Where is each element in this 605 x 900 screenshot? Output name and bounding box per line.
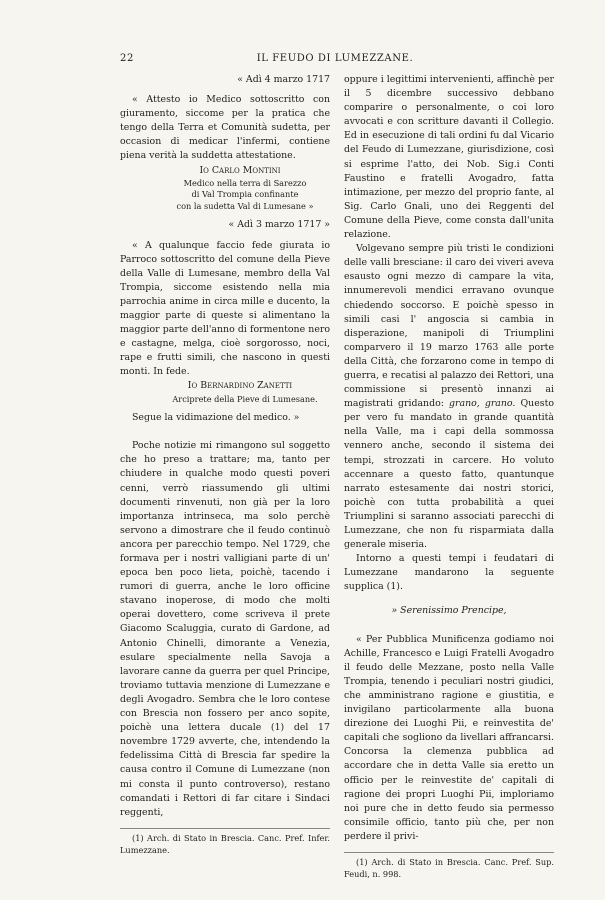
attestation-medico: « Attesto io Medico sottoscritto con giuramento, siccome per la pratica che tengo della Terra et Comunità sudetta, per occasion di medicar l'infermi, contiene piena verità la suddetta attestatione. (120, 94, 330, 162)
signature-montini-line-1: Medico nella terra di Sarezzo (183, 177, 307, 188)
body-paragraph-1763 (344, 242, 554, 552)
footnote-right: (1) Arch. di Stato in Brescia. Canc. Pref. Sup. Feudi, n. 998. (344, 856, 554, 879)
salutation: » Serenissimo Prencipe, (391, 605, 507, 617)
footnote-rule (344, 852, 554, 853)
signature-montini-line-3: con la sudetta Val di Lumesane » (176, 200, 314, 211)
date-2: « Adì 3 marzo 1717 » (228, 219, 330, 231)
page-header (120, 53, 550, 69)
signature-zanetti-line-1: Arciprete della Pieve di Lumesane. (172, 393, 318, 404)
signature-zanetti: Io Bernardino Zanetti (187, 380, 293, 392)
vidimazione-note: Segue la vidimazione del medico. » (132, 412, 300, 424)
right-column (344, 73, 554, 881)
signature-montini-line-2: di Val Trompia confinante (191, 189, 299, 200)
body-paragraph-continued: oppure i legittimi intervenienti, affinchè per il 5 dicembre successivo debbano comparire o personalmente, o coi loro avvocati e con scritture davanti il Collegio. Ed in esecuzione di tali ordini fu dal Vicario del Feudo di Lumezzane, giurisdizione, così si esprime l'atto, dei Nob. Sig.i Conti Faustino e fratelli Avogadro, fatta intimazione, per mezzo del proprio fante, al Sig. Carlo Gnali, uno dei Reggenti del Comune della Pieve, come consta dall'unita relazione. (344, 74, 554, 241)
left-column (120, 73, 330, 856)
page-number: 22 (120, 53, 134, 64)
para-1763-italic: grano, grano. (449, 398, 516, 410)
para-1763-text-a: Volgevano sempre più tristi le condizioni delle valli bresciane: il caro dei viveri aveva esausto ogni mezzo di campare la vita, innumerevoli mendici erravano ovunque chiedendo soccorso. E poichè spesso in simili casi l' angoscia si cambia in disperazione, manipoli di Triumplini comparvero il 19 marzo 1763 alle porte della Città, che forzarono come in tempo di guerra, e recatisi al palazzo dei Rettori, una commissione si presentò innanzi ai magistrati gridando: (344, 243, 554, 410)
signature-montini: Io Carlo Montini (199, 164, 281, 176)
para-1763-text-b: Questo per vero fu mandato in grande quantità nella Valle, ma i capi della sommossa vennero anche, secondo il sistema dei tempi, strozzati in carcere. Ho voluto accennare a questo fatto, quantunque narrato estesamente dai nostri storici, poichè con tutta probabilità a quei Triumplini si saranno associati parecchi di Lumezzane, che non fu risparmiata dalla generale miseria. (344, 398, 554, 551)
supplica-text: « Per Pubblica Munificenza godiamo noi Achille, Francesco e Luigi Fratelli Avogadro il feudo delle Mezzane, posto nella Valle Trompia, tenendo i peculiari nostri giudici, che amministrano ragione e giustitia, e invigilano particolarmente alla buona direzione dei Luoghi Pii, e reinvestita de' capitali che sogliono da livellari affrancarsi. Concorsa la clemenza pubblica ad accordare che in detta Valle sia eretto un officio per le reinvestite de' capitali di ragione dei propri Luoghi Pii, imploriamo noi pure che in detto feudo sia permesso consimile officio, tanto più che, per non perdere il privi- (344, 633, 554, 842)
body-paragraph-1729: Poche notizie mi rimangono sul soggetto che ho preso a trattare; ma, tanto per chiudere in qualche modo questi poveri cenni, verrò riassumendo gli ultimi documenti rinvenuti, non già per la loro importanza intrinseca, ma solo perchè servono a dimostrare che il feudo continuò ancora per parecchio tempo. Nel 1729, che formava per i nostri valligiani parte di un' epoca ben poco lieta, poichè, tacendo i rumori di guerra, anche le loro officine stavano inoperose, di modo che molti operai dovettero, come scriveva il prete Giacomo Scaluggia, curato di Gardone, ad Antonio Chinelli, dimorante a Venezia, esulare specialmente nella Savoja a lavorare canne da guerra per quel Principe, troviamo tuttavia menzione di Lumezzane e degli Avogadro. Sembra che le loro contese con Brescia non fossero per anco sopite, poichè una lettera ducale (1) del 17 novembre 1729 avverte, che, intendendo la fedelissima Città di Brescia far spedire la causa contro il Comune di Lumezzane (non mi consta il punto controverso), restano comandati i Rettori di far citare i Sindaci reggenti, (120, 440, 330, 818)
footnote-left: (1) Arch. di Stato in Brescia. Canc. Pref. Infer. Lumezzane. (120, 832, 330, 855)
attestation-parroco: « A qualunque faccio fede giurata io Parroco sottoscritto del comune della Pieve della Valle di Lumesane, membro della Val Trompia, siccome esistendo nella mia parrochia anime in circa mille e ducento, la maggior parte di queste si alimentano la maggior parte dell'anno di formentone nero e castagne, melga, cioè sorgorosso, noci, rape e frutti simili, che nascono in questi monti. In fede. (120, 239, 330, 378)
date-1: « Adì 4 marzo 1717 (237, 74, 330, 85)
running-title: IL FEUDO DI LUMEZZANE. (256, 53, 414, 64)
body-paragraph-supplica: Intorno a questi tempi i feudatari di Lumezzane mandarono la seguente supplica (1). (344, 553, 554, 593)
footnote-rule (120, 828, 330, 829)
